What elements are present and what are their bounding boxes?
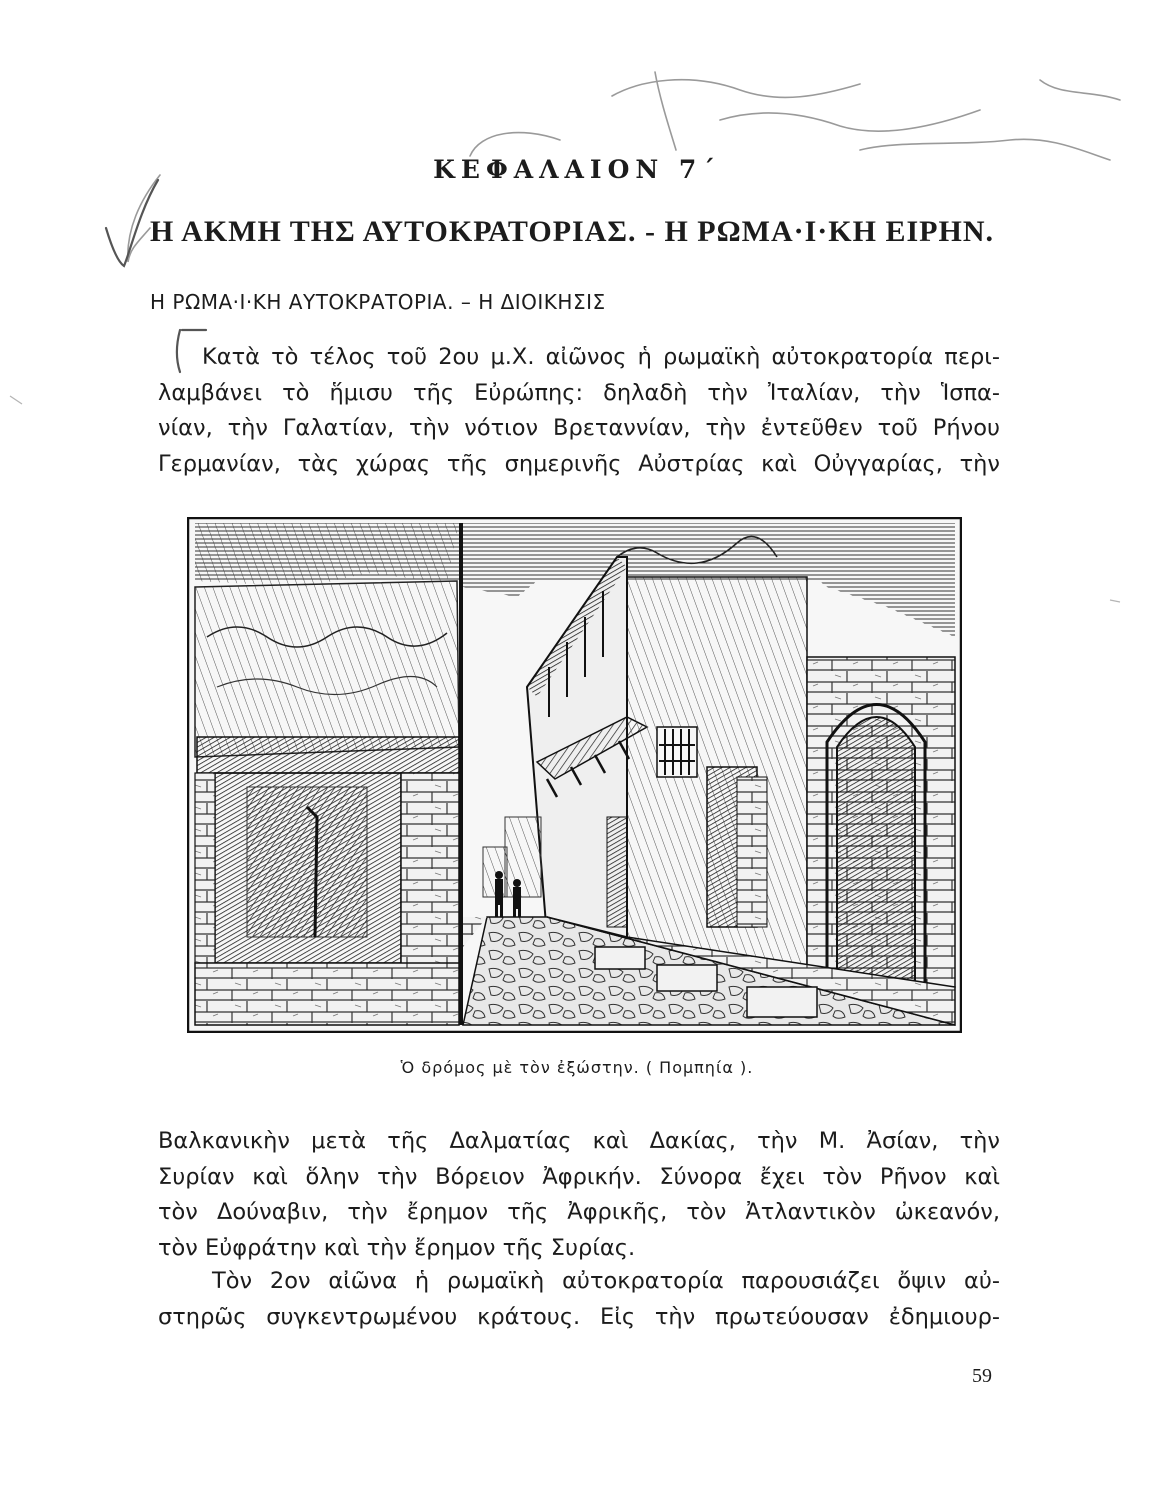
text-line: Βαλκανικὴν μετὰ τῆς Δαλματίας καὶ Δακίας, τὴν Μ. Ἀσίαν, τὴν <box>158 1128 1000 1154</box>
text-line: Γερμανίαν, τὰς χώρας τῆς σημερινῆς Αὐστρίας καὶ Οὐγγαρίας, τὴν <box>158 450 1000 477</box>
paragraph-3 <box>158 1264 1000 1335</box>
text-line: Κατὰ τὸ τέλος τοῦ 2ου μ.Χ. αἰῶνος ἡ ρωμαϊκὴ αὐτοκρατορία περι- <box>202 344 1000 370</box>
section-heading: Η ΡΩΜΑ·Ι·ΚΗ ΑΥΤΟΚΡΑΤΟΡΙΑ. – Η ΔΙΟΙΚΗΣΙΣ <box>150 290 606 314</box>
text-line: Τὸν 2ον αἰῶνα ἡ ρωμαϊκὴ αὐτοκρατορία παρουσιάζει ὄψιν αὐ- <box>212 1268 1000 1294</box>
chapter-title: Η ΑΚΜΗ ΤΗΣ ΑΥΤΟΚΡΑΤΟΡΙΑΣ. - Η ΡΩΜΑ·Ι·ΚΗ ΕΙΡΗΝ. <box>150 215 994 248</box>
pompeii-street-illustration <box>187 517 962 1033</box>
chapter-heading: ΚΕΦΑΛΑΙΟΝ 7΄ <box>433 155 721 184</box>
paragraph-1 <box>158 340 1000 482</box>
text-line: λαμβάνει τὸ ἥμισυ τῆς Εὐρώπης: δηλαδὴ τὴν Ἰταλίαν, τὴν Ἱσπα- <box>158 379 1000 406</box>
text-line: στηρῶς συγκεντρωμένου κράτους. Εἰς τὴν πρωτεύουσαν ἐδημιουρ- <box>158 1303 1000 1330</box>
text-line: νίαν, τὴν Γαλατίαν, τὴν νότιον Βρεταννίαν, τὴν ἐντεῦθεν τοῦ Ρήνου <box>158 415 1000 441</box>
text-line: Συρίαν καὶ ὅλην τὴν Βόρειον Ἀφρικήν. Σύνορα ἔχει τὸν Ρῆνον καὶ <box>158 1163 1000 1190</box>
paragraph-2 <box>158 1124 1000 1266</box>
figure-caption: Ὁ δρόμος μὲ τὸν ἐξώστην. ( Πομπηία ). <box>400 1058 754 1077</box>
text-line: τὸν Δούναβιν, τὴν ἔρημον τῆς Ἀφρικῆς, τὸν Ἀτλαντικὸν ὠκεανόν, <box>158 1199 1000 1225</box>
page-number: 59 <box>972 1365 992 1387</box>
text-line: τὸν Εὐφράτην καὶ τὴν ἔρημον τῆς Συρίας. <box>158 1234 636 1261</box>
